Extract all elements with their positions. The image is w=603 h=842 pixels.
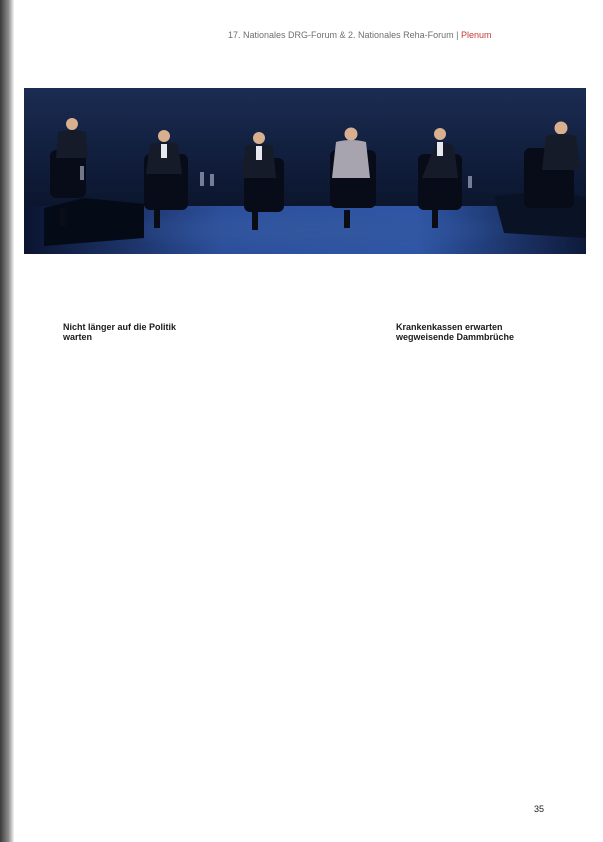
header-text: 17. Nationales DRG-Forum & 2. Nationales Reha-Forum |	[228, 30, 461, 40]
page-number: 35	[534, 804, 545, 814]
page-fold-shadow	[0, 0, 14, 842]
panel-photo	[24, 88, 586, 254]
panel-stage-image	[24, 88, 586, 254]
running-header	[228, 30, 491, 40]
column-3-heading: Krankenkassen erwarten wegweisende Dammbrüche	[396, 322, 515, 342]
text-column-2	[230, 318, 362, 320]
column-1-heading: Nicht länger auf die Politik warten	[63, 322, 177, 342]
header-accent: Plenum	[460, 30, 492, 40]
text-column-3	[396, 318, 528, 352]
text-column-1	[63, 318, 195, 352]
